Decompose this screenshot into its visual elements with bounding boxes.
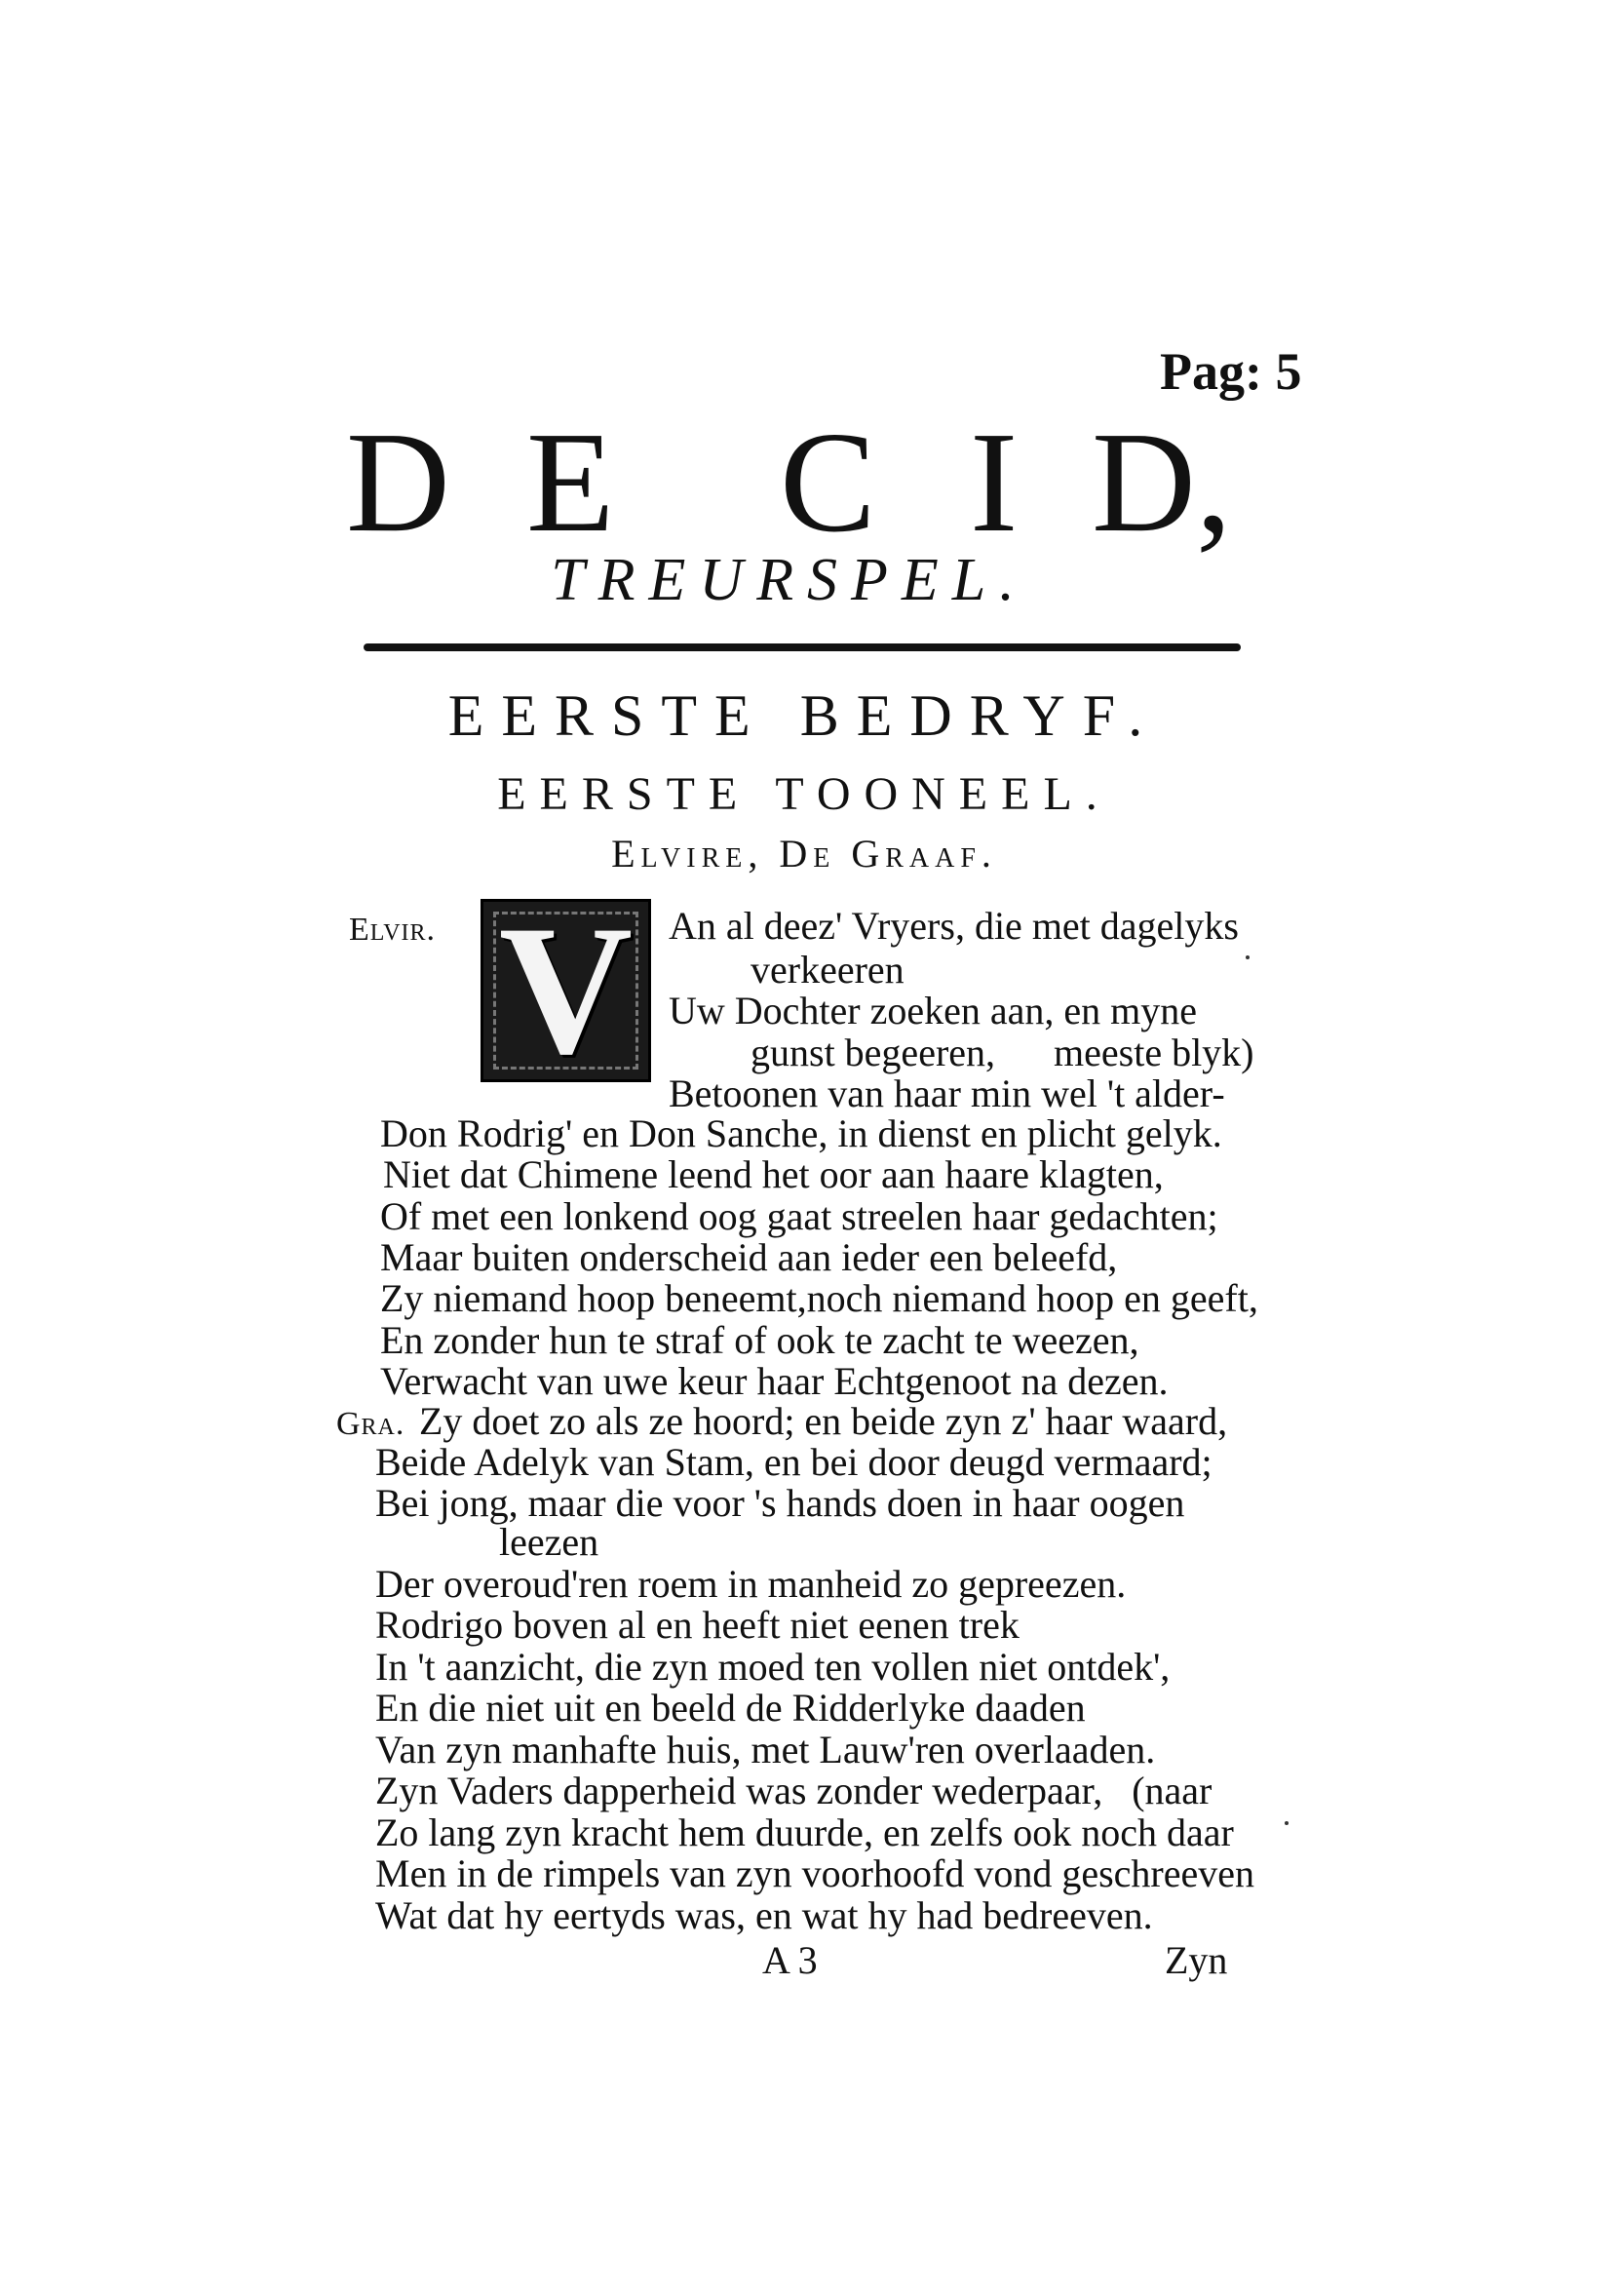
verse-line: Zy doet zo als ze hoord; en beide zyn z' haar waard, xyxy=(419,1399,1228,1443)
act-heading: EERSTE BEDRYF. xyxy=(447,683,1161,748)
page-number: Pag: 5 xyxy=(1160,342,1302,401)
scene-heading: EERSTE TOONEEL. xyxy=(497,768,1111,820)
title-letter: D xyxy=(346,403,450,563)
dropcap-letter: V xyxy=(498,899,634,1082)
verse-line: In 't aanzicht, die zyn moed ten vollen niet ontdek', xyxy=(375,1645,1171,1689)
verse-line: Don Rodrig' en Don Sanche, in dienst en plicht gelyk. xyxy=(380,1111,1222,1155)
title-letter: I xyxy=(970,403,1019,563)
verse-line: An al deez' Vryers, die met dagelyks xyxy=(669,904,1239,948)
verse-line: En zonder hun te straf of ook te zacht te weezen, xyxy=(380,1318,1139,1362)
verse-line: Van zyn manhafte huis, met Lauw'ren overlaaden. xyxy=(375,1728,1156,1771)
play-subtitle: TREURSPEL. xyxy=(551,547,1028,613)
verse-line: Of met een lonkend oog gaat streelen haar gedachten; xyxy=(380,1194,1218,1238)
verse-line: Verwacht van uwe keur haar Echtgenoot na dezen. xyxy=(380,1359,1169,1403)
verse-line: leezen xyxy=(499,1520,599,1564)
verse-line: gunst begeeren, meeste blyk) xyxy=(751,1031,1254,1074)
verse-line: Bei jong, maar die voor 's hands doen in haar oogen xyxy=(375,1481,1185,1525)
signature-mark: A 3 xyxy=(762,1938,818,1982)
verse-line: Maar buiten onderscheid aan ieder een beleefd, xyxy=(380,1235,1118,1279)
speaker-graaf: Gra. xyxy=(336,1406,405,1442)
verse-line: Beide Adelyk van Stam, en bei door deugd vermaard; xyxy=(375,1440,1213,1484)
verse-line: Men in de rimpels van zyn voorhoofd vond geschreeven xyxy=(375,1851,1254,1895)
speaker-elvire: Elvir. xyxy=(349,912,437,948)
verse-line: verkeeren xyxy=(751,948,905,992)
verse-line: Niet dat Chimene leend het oor aan haare klagten, xyxy=(383,1152,1164,1196)
paper-speck xyxy=(1285,1821,1289,1825)
divider-rule xyxy=(364,643,1241,651)
verse-line: Der overoud'ren roem in manheid zo gepreezen. xyxy=(375,1562,1127,1606)
verse-line: Betoonen van haar min wel 't alder- xyxy=(669,1071,1225,1115)
dramatis-personae: Elvire, De Graaf. xyxy=(611,832,997,876)
verse-line: Rodrigo boven al en heeft niet eenen trek xyxy=(375,1603,1020,1647)
verse-line: Zo lang zyn kracht hem duurde, en zelfs ook noch daar xyxy=(375,1810,1234,1854)
verse-line: En die niet uit en beeld de Ridderlyke daaden xyxy=(375,1686,1086,1730)
verse-line: Uw Dochter zoeken aan, en myne xyxy=(669,989,1197,1032)
title-letter: D, xyxy=(1092,403,1232,563)
verse-line: Zy niemand hoop beneemt,noch niemand hoop en geeft, xyxy=(380,1276,1258,1320)
paper-speck xyxy=(1246,955,1250,959)
catchword: Zyn xyxy=(1165,1938,1228,1982)
ornamental-initial-icon xyxy=(481,899,651,1082)
verse-line: Zyn Vaders dapperheid was zonder wederpaar, (naar xyxy=(375,1769,1213,1812)
title-letter: C xyxy=(780,403,876,563)
title-letter: E xyxy=(526,403,615,563)
verse-line: Wat dat hy eertyds was, en wat hy had bedreeven. xyxy=(375,1893,1153,1937)
